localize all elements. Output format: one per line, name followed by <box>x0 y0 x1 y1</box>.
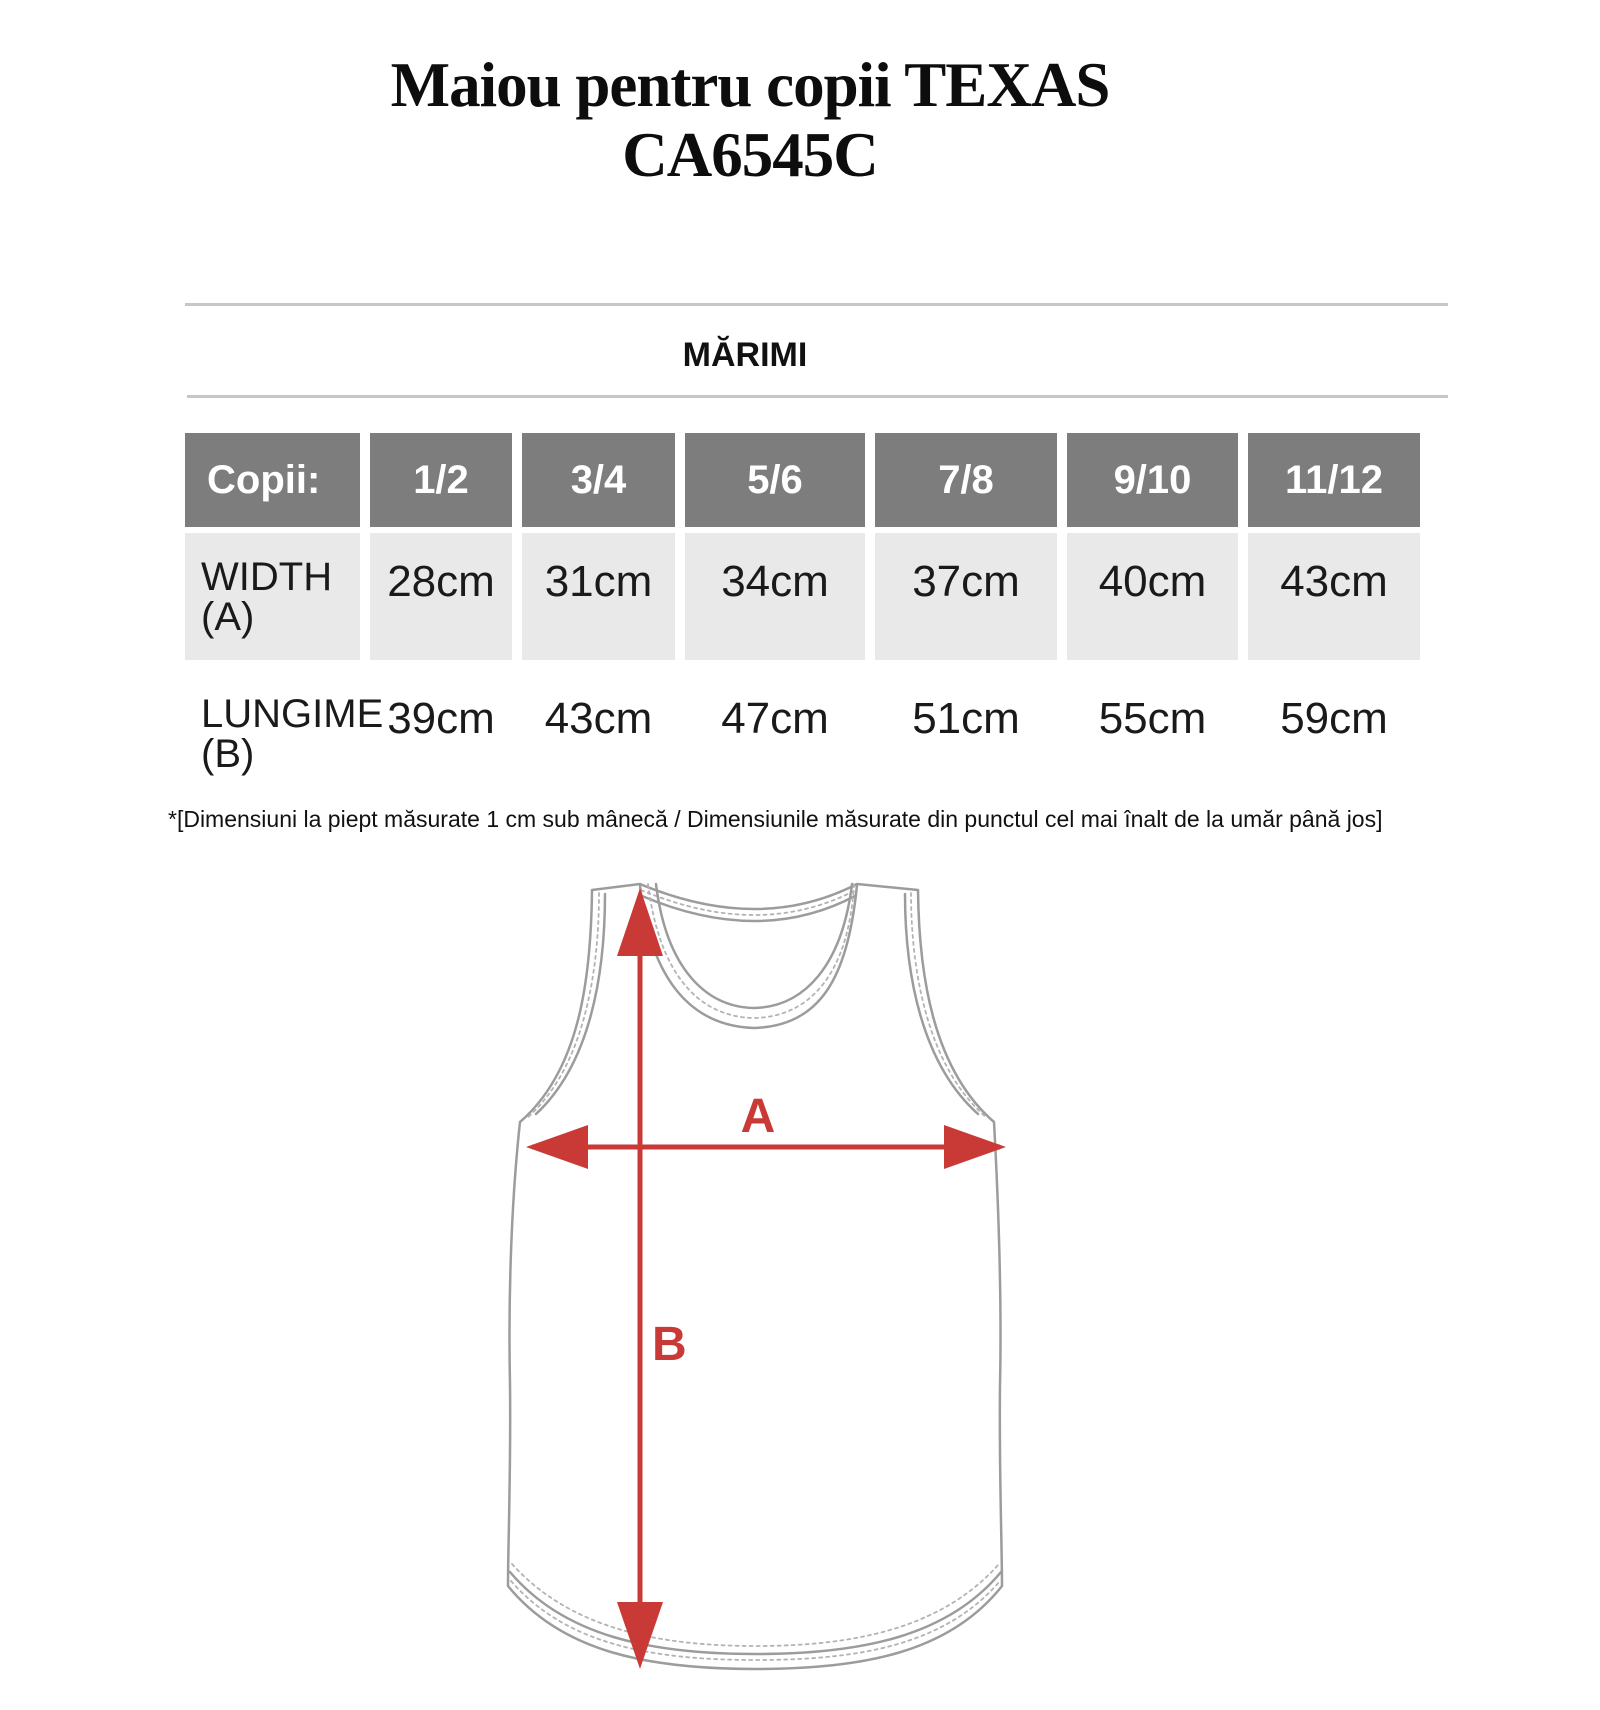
width-arrow-label: A <box>740 1090 776 1143</box>
width-label-line2: (A) <box>201 595 255 639</box>
garment-outline <box>508 884 1002 1669</box>
width-value-cell: 28cm <box>370 533 512 660</box>
width-value-cell: 31cm <box>522 533 675 660</box>
size-table-header-copii: Copii: <box>185 433 360 527</box>
lungime-value-cell: 39cm <box>387 694 495 743</box>
size-table-header-9-10: 9/10 <box>1067 433 1238 527</box>
sizes-heading: MĂRIMI <box>682 336 808 374</box>
size-table-header-11-12: 11/12 <box>1248 433 1420 527</box>
size-table-header-7-8: 7/8 <box>875 433 1057 527</box>
page-title <box>0 50 1500 190</box>
lungime-value-cell: 47cm <box>721 694 829 743</box>
width-label-line1: WIDTH <box>201 555 333 599</box>
width-value-cell: 37cm <box>875 533 1057 660</box>
lungime-value-cell: 51cm <box>912 694 1020 743</box>
size-table-header-5-6: 5/6 <box>685 433 865 527</box>
lungime-label-line1: LUNGIME <box>201 692 384 736</box>
width-value-cell: 34cm <box>685 533 865 660</box>
divider-top <box>185 303 1448 306</box>
size-table-header-1-2: 1/2 <box>370 433 512 527</box>
tank-top-diagram <box>480 860 1040 1695</box>
width-value-cell: 43cm <box>1248 533 1420 660</box>
size-table-row-label-width <box>185 533 360 660</box>
length-arrow-label: B <box>652 1318 687 1371</box>
page-title-line1: Maiou pentru copii TEXAS <box>390 50 1110 120</box>
lungime-label-line2: (B) <box>201 732 255 776</box>
divider-bottom <box>187 395 1448 398</box>
lungime-value-cell: 55cm <box>1098 694 1207 743</box>
lungime-value-cell: 59cm <box>1280 694 1388 743</box>
measurement-footnote: *[Dimensiuni la piept măsurate 1 cm sub mânecă / Dimensiunile măsurate din punctul cel mai înalt de la umăr până jos] <box>168 806 1383 832</box>
width-value-cell: 40cm <box>1067 533 1238 660</box>
size-table-header-3-4: 3/4 <box>522 433 675 527</box>
size-table-row-label-lungime <box>185 688 384 788</box>
product-code: CA6545C <box>622 120 878 190</box>
lungime-value-cell: 43cm <box>544 694 653 743</box>
